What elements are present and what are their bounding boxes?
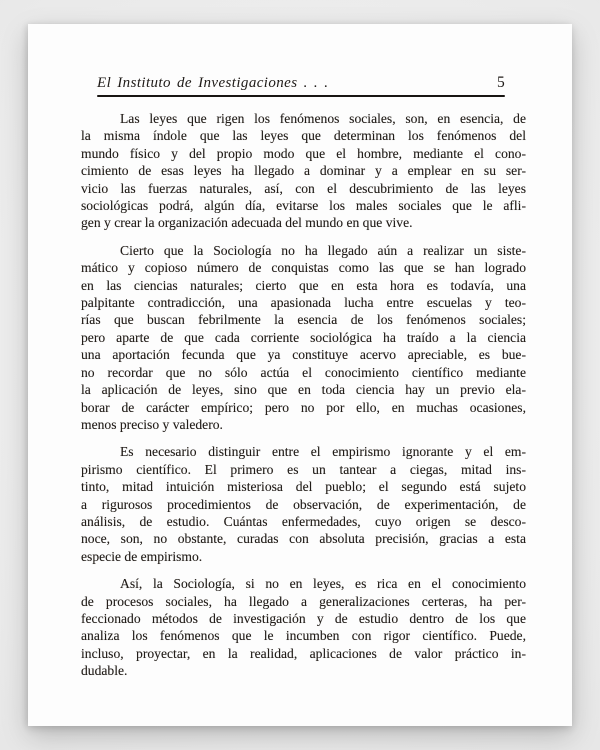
text-line: mundo físico y del propio modo que el hombre, mediante el cono-: [81, 145, 526, 161]
text-line: Las leyes que rigen los fenómenos sociales, son, en esencia, de: [120, 111, 526, 126]
text-line: Es necesario distinguir entre el empirismo ignorante y el em-: [120, 444, 526, 460]
running-head: [97, 74, 505, 92]
text-line: Cierto que la Sociología no ha llegado aún a realizar un siste-: [120, 242, 526, 258]
page-body: [81, 110, 526, 680]
paragraph: [81, 575, 526, 679]
text-line: a rigurosos procedimientos de observación, de experimentación, de: [81, 496, 526, 512]
text-line: incluso, proyectar, en la realidad, aplicaciones de valor práctico in-: [81, 645, 526, 661]
text-line: cimiento de esas leyes ha llegado a dominar y a emplear en su ser-: [81, 163, 526, 179]
text-line: en las ciencias naturales; cierto que en esta hora es todavía, una: [81, 277, 526, 293]
header-rule: [97, 95, 505, 97]
text-line: pero aparte de que cada corriente sociológica ha traído a la ciencia: [81, 329, 526, 345]
text-line: rías que buscan febrilmente la esencia de los fenómenos sociales;: [81, 312, 526, 328]
text-line: analiza los fenómenos que le incumben con rigor científico. Puede,: [81, 628, 526, 644]
text-line: mático y copioso número de conquistas como las que se han logrado: [81, 260, 526, 276]
text-line: no recordar que no sólo actúa el conocimiento científico mediante: [81, 364, 526, 380]
paragraph: [81, 242, 526, 433]
paragraph: [81, 443, 526, 565]
text-line: la aplicación de leyes, sino que en toda ciencia hay un previo ela-: [81, 382, 526, 398]
text-line: gen y crear la organización adecuada del mundo en que vive.: [81, 215, 413, 231]
text-line: vicio las fuerzas naturales, así, con el descubrimiento de las leyes: [81, 180, 526, 196]
text-line: menos preciso y valedero.: [81, 416, 223, 432]
paragraph: [81, 110, 526, 232]
text-line: sociológicas podrá, algún día, evitarse los males sociales que le afli-: [81, 198, 526, 214]
text-line: una aportación fecunda que ya constituye acervo apreciable, es bue-: [81, 347, 526, 363]
text-line: dudable.: [81, 663, 128, 679]
running-head-title: El Instituto de Investigaciones . . .: [97, 75, 329, 91]
text-line: noce, son, no obstante, curadas con absoluta precisión, gracias a esta: [81, 531, 526, 547]
text-line: Así, la Sociología, si no en leyes, es rica en el conocimiento: [120, 576, 526, 592]
text-line: borar de carácter empírico; pero no por ello, en muchas ocasiones,: [81, 399, 526, 415]
text-line: tinto, mitad intuición misteriosa del pueblo; el segundo está sujeto: [81, 479, 526, 495]
text-line: pirismo científico. El primero es un tantear a ciegas, mitad ins-: [81, 461, 526, 477]
text-line: especie de empirismo.: [81, 548, 203, 564]
text-line: la misma índole que las leyes que determinan los fenómenos del: [81, 128, 526, 144]
scanned-book-page: [28, 24, 572, 726]
text-line: análisis, de estudio. Cuántas enfermedades, cuyo origen se desco-: [81, 513, 526, 529]
text-line: feccionado métodos de investigación y de estudio dentro de los que: [81, 610, 526, 626]
page-number: 5: [496, 74, 505, 91]
text-line: de procesos sociales, ha llegado a generalizaciones certeras, ha per-: [81, 593, 526, 609]
text-line: palpitante contradicción, una apasionada lucha entre escuelas y teo-: [81, 295, 526, 311]
